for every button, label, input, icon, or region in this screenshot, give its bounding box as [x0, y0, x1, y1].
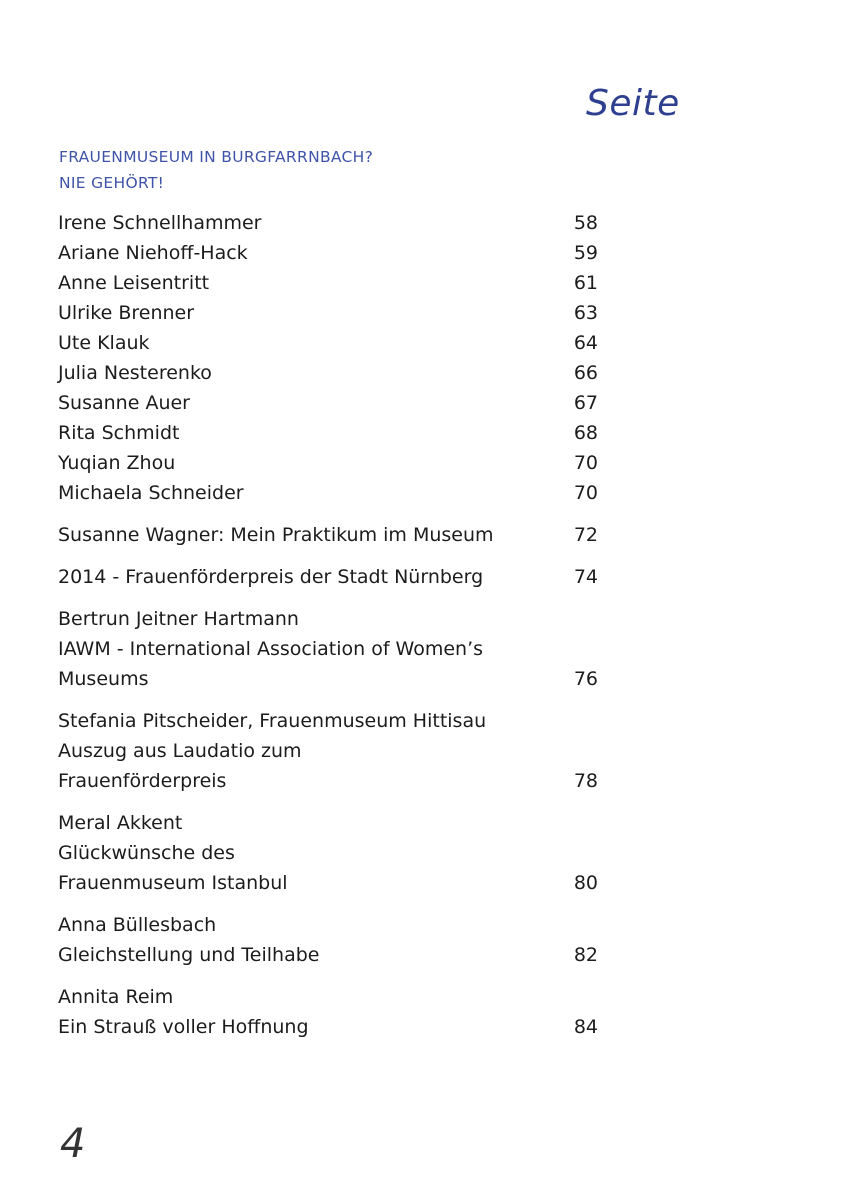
- toc-entry-title: Museums: [58, 668, 149, 690]
- toc-entry-title: 2014 - Frauenförderpreis der Stadt Nürnberg: [58, 566, 484, 588]
- toc-entry-page: 80: [573, 872, 598, 894]
- toc-entry-page: 78: [573, 770, 598, 792]
- toc-entry: [58, 238, 598, 268]
- toc-entry-title: Ute Klauk: [58, 332, 150, 354]
- section-heading-line-1: FRAUENMUSEUM IN BURGFARRNBACH?: [59, 148, 374, 166]
- toc-entry-title: Rita Schmidt: [58, 422, 180, 444]
- toc-entry-title: Frauenmuseum Istanbul: [58, 872, 288, 894]
- toc-entry-author: Anna Büllesbach: [58, 914, 217, 936]
- toc-entry: [58, 982, 598, 1042]
- toc-entry: [58, 604, 598, 694]
- toc-entry-title: Gleichstellung und Teilhabe: [58, 944, 320, 966]
- toc-entry-page: 68: [573, 422, 598, 444]
- toc-entry: [58, 808, 598, 898]
- toc-entry: [58, 562, 598, 592]
- toc-entry-title: IAWM - International Association of Women’s: [58, 638, 484, 660]
- toc-entry-author: Annita Reim: [58, 986, 174, 1008]
- toc-entry-title: Glückwünsche des: [58, 842, 235, 864]
- toc-entry-title: Yuqian Zhou: [58, 452, 176, 474]
- toc-entry: [58, 706, 598, 796]
- toc-entry-title: Ulrike Brenner: [58, 302, 195, 324]
- toc-entry-author: Stefania Pitscheider, Frauenmuseum Hittisau: [58, 710, 487, 732]
- toc-entry: [58, 448, 598, 478]
- toc-entry-page: 72: [573, 524, 598, 546]
- toc-entry-page: 70: [573, 482, 598, 504]
- toc-entry-title: Susanne Auer: [58, 392, 190, 414]
- page-number: 4: [60, 1121, 86, 1167]
- toc-entry-title: Anne Leisentritt: [58, 272, 210, 294]
- toc-entry-page: 61: [573, 272, 598, 294]
- toc-entry-page: 84: [573, 1016, 598, 1038]
- toc-entry: [58, 478, 598, 508]
- toc-entry: [58, 208, 598, 238]
- toc-entry-page: 63: [573, 302, 598, 324]
- toc-entry-title: Julia Nesterenko: [58, 362, 212, 384]
- toc-entry-author: Bertrun Jeitner Hartmann: [58, 608, 299, 630]
- toc-entry: [58, 358, 598, 388]
- toc-entry: [58, 328, 598, 358]
- toc-entry: [58, 418, 598, 448]
- toc-entry-page: 66: [573, 362, 598, 384]
- toc-entry-page: 70: [573, 452, 598, 474]
- section-heading-line-2: NIE GEHÖRT!: [59, 174, 165, 192]
- toc-entry-author: Meral Akkent: [58, 812, 183, 834]
- toc-entry-title: Ein Strauß voller Hoffnung: [58, 1016, 309, 1038]
- toc-entry-page: 82: [573, 944, 598, 966]
- toc-entry: [58, 388, 598, 418]
- toc-entry-title: Susanne Wagner: Mein Praktikum im Museum: [58, 524, 494, 546]
- toc-entry-page: 74: [573, 566, 598, 588]
- toc-entry-title: Michaela Schneider: [58, 482, 244, 504]
- toc-entry-page: 64: [573, 332, 598, 354]
- section-heading: [59, 144, 373, 196]
- toc-entry-title: Auszug aus Laudatio zum: [58, 740, 302, 762]
- toc-entry: [58, 298, 598, 328]
- toc-entry-page: 59: [573, 242, 598, 264]
- toc-entry: [58, 520, 598, 550]
- table-of-contents: [58, 208, 598, 1042]
- page-column-header: Seite: [586, 83, 680, 124]
- toc-entry-title: Frauenförderpreis: [58, 770, 227, 792]
- toc-entry: [58, 268, 598, 298]
- toc-entry: [58, 910, 598, 970]
- toc-entry-page: 58: [573, 212, 598, 234]
- toc-entry-page: 67: [573, 392, 598, 414]
- toc-entry-title: Irene Schnellhammer: [58, 212, 262, 234]
- toc-entry-page: 76: [573, 668, 598, 690]
- toc-entry-title: Ariane Niehoff-Hack: [58, 242, 248, 264]
